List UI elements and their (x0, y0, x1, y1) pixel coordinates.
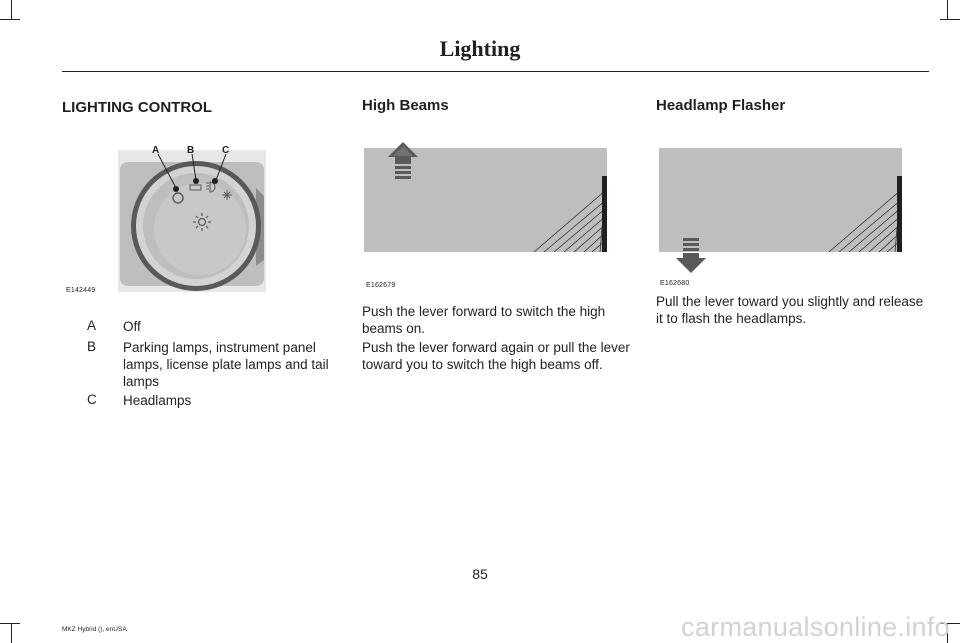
lighting-control-figure (118, 140, 266, 292)
figure-code: E142449 (66, 287, 96, 294)
crop-mark-top-left (11, 0, 12, 20)
header-rule (62, 71, 929, 72)
page-header-title: Lighting (439, 36, 521, 61)
list-item-text: Headlamps (123, 393, 192, 408)
watermark: carmanualsonline.info (681, 612, 950, 642)
headlamp-flasher-heading: Headlamp Flasher (656, 97, 786, 114)
list-letter: A (87, 318, 97, 333)
list-item-text: Parking lamps, instrument panel lamps, license plate lamps and tail lamps (123, 340, 329, 389)
crop-mark-top-right (947, 0, 948, 20)
figure-code: E162679 (366, 282, 396, 289)
list-letter: B (87, 339, 97, 354)
crop-mark-top-right (940, 19, 960, 20)
figure-code: E162680 (660, 280, 690, 287)
lighting-control-heading: LIGHTING CONTROL (62, 99, 212, 116)
crop-mark-top-left (0, 19, 20, 20)
high-beams-heading: High Beams (362, 97, 449, 114)
list-item-text: Off (123, 319, 141, 334)
footer-document-id: MKZ Hybrid (), enUSA (62, 626, 127, 633)
page-number: 85 (472, 566, 488, 582)
high-beams-paragraph: Push the lever forward to switch the high beams on. (362, 304, 606, 336)
headlamp-flasher-paragraph: Pull the lever toward you slightly and release it to flash the headlamps. (656, 294, 924, 326)
crop-mark-bottom-left (0, 623, 20, 624)
list-letter: C (87, 392, 97, 407)
headlamp-flasher-figure (659, 142, 904, 274)
callout-b: B (187, 145, 195, 156)
high-beams-figure (364, 142, 609, 254)
callout-a: A (152, 145, 160, 156)
crop-mark-bottom-left (11, 623, 12, 643)
callout-c: C (222, 145, 230, 156)
high-beams-paragraph: Push the lever forward again or pull the lever toward you to switch the high beams off. (362, 340, 630, 372)
